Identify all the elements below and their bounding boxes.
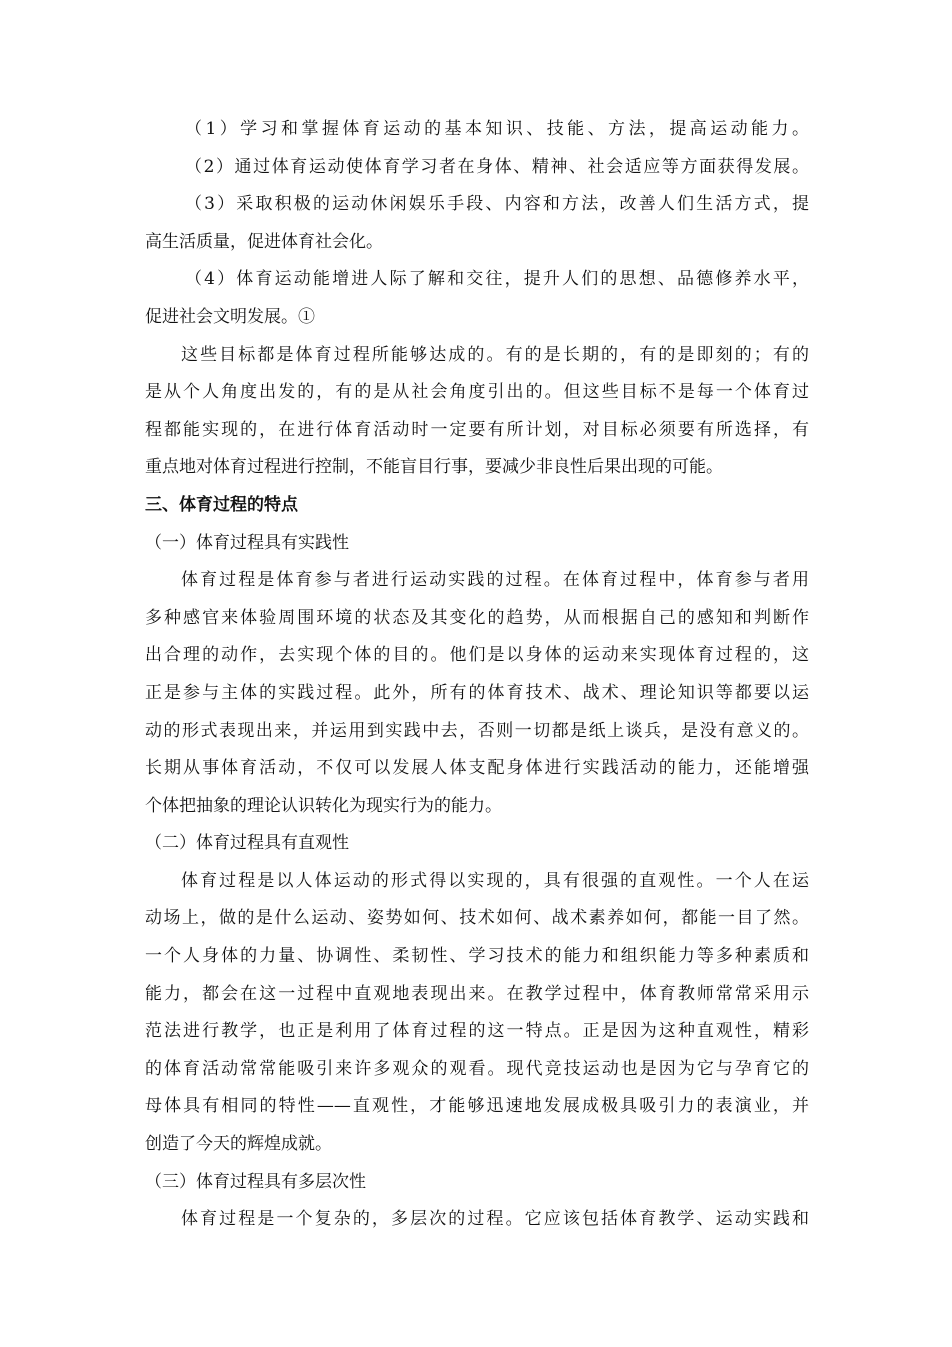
document-page [145,111,809,1239]
paragraph-line: 体育过程是一个复杂的，多层次的过程。它应该包括体育教学、运动实践和 [181,1209,809,1230]
subsection-heading: （一）体育过程具有实践性 [145,532,349,553]
goal-item-1: （1）学习和掌握体育运动的基本知识、技能、方法，提高运动能力。 [185,119,809,139]
paragraph-line: 能力，都会在这一过程中直观地表现出来。在教学过程中，体育教师常常采用示 [145,983,809,1004]
paragraph-line: 出合理的动作，去实现个体的目的。他们是以身体的运动来实现体育过程的，这 [145,645,809,666]
paragraph-line: 个体把抽象的理论认识转化为现实行为的能力。 [145,795,502,816]
paragraph-line: 一个人身体的力量、协调性、柔韧性、学习技术的能力和组织能力等多种素质和 [145,946,809,967]
paragraph-line: 重点地对体育过程进行控制，不能盲目行事，要减少非良性后果出现的可能。 [145,457,723,478]
goal-item-3: （3）采取积极的运动休闲娱乐手段、内容和方法，改善人们生活方式，提 [185,194,809,215]
paragraph-line: 是从个人角度出发的，有的是从社会角度引出的。但这些目标不是每一个体育过 [145,382,809,403]
goal-item-3-cont: 高生活质量，促进体育社会化。 [145,231,383,252]
paragraph-line: 的体育活动常常能吸引来许多观众的观看。现代竞技运动也是因为它与孕育它的 [145,1058,809,1079]
paragraph-line: 动场上，做的是什么运动、姿势如何、技术如何、战术素养如何，都能一目了然。 [145,908,809,929]
paragraph-line: 程都能实现的，在进行体育活动时一定要有所计划，对目标必须要有所选择，有 [145,419,809,440]
paragraph-line: 范法进行教学，也正是利用了体育过程的这一特点。正是因为这种直观性，精彩 [145,1021,809,1042]
paragraph-line: 多种感官来体验周围环境的状态及其变化的趋势，从而根据自己的感知和判断作 [145,607,809,628]
subsection-heading: （三）体育过程具有多层次性 [145,1171,366,1192]
paragraph-line: 创造了今天的辉煌成就。 [145,1134,332,1155]
paragraph-line: 正是参与主体的实践过程。此外，所有的体育技术、战术、理论知识等都要以运 [145,682,809,703]
paragraph-line: 动的形式表现出来，并运用到实践中去，否则一切都是纸上谈兵，是没有意义的。 [145,720,809,741]
subsection-heading: （二）体育过程具有直观性 [145,833,349,854]
paragraph-line: 体育过程是体育参与者进行运动实践的过程。在体育过程中，体育参与者用 [181,570,809,591]
paragraph-line: 体育过程是以人体运动的形式得以实现的，具有很强的直观性。一个人在运 [181,870,809,891]
section-heading: 三、体育过程的特点 [145,494,298,515]
paragraph-line: 这些目标都是体育过程所能够达成的。有的是长期的，有的是即刻的；有的 [181,344,809,365]
paragraph-line: 长期从事体育活动，不仅可以发展人体支配身体进行实践活动的能力，还能增强 [145,758,809,779]
goal-item-4: （4）体育运动能增进人际了解和交往，提升人们的思想、品德修养水平， [185,269,809,290]
goal-item-4-cont: 促进社会文明发展。① [145,306,315,327]
paragraph-line: 母体具有相同的特性——直观性，才能够迅速地发展成极具吸引力的表演业，并 [145,1096,809,1117]
goal-item-2: （2）通过体育运动使体育学习者在身体、精神、社会适应等方面获得发展。 [185,156,809,177]
